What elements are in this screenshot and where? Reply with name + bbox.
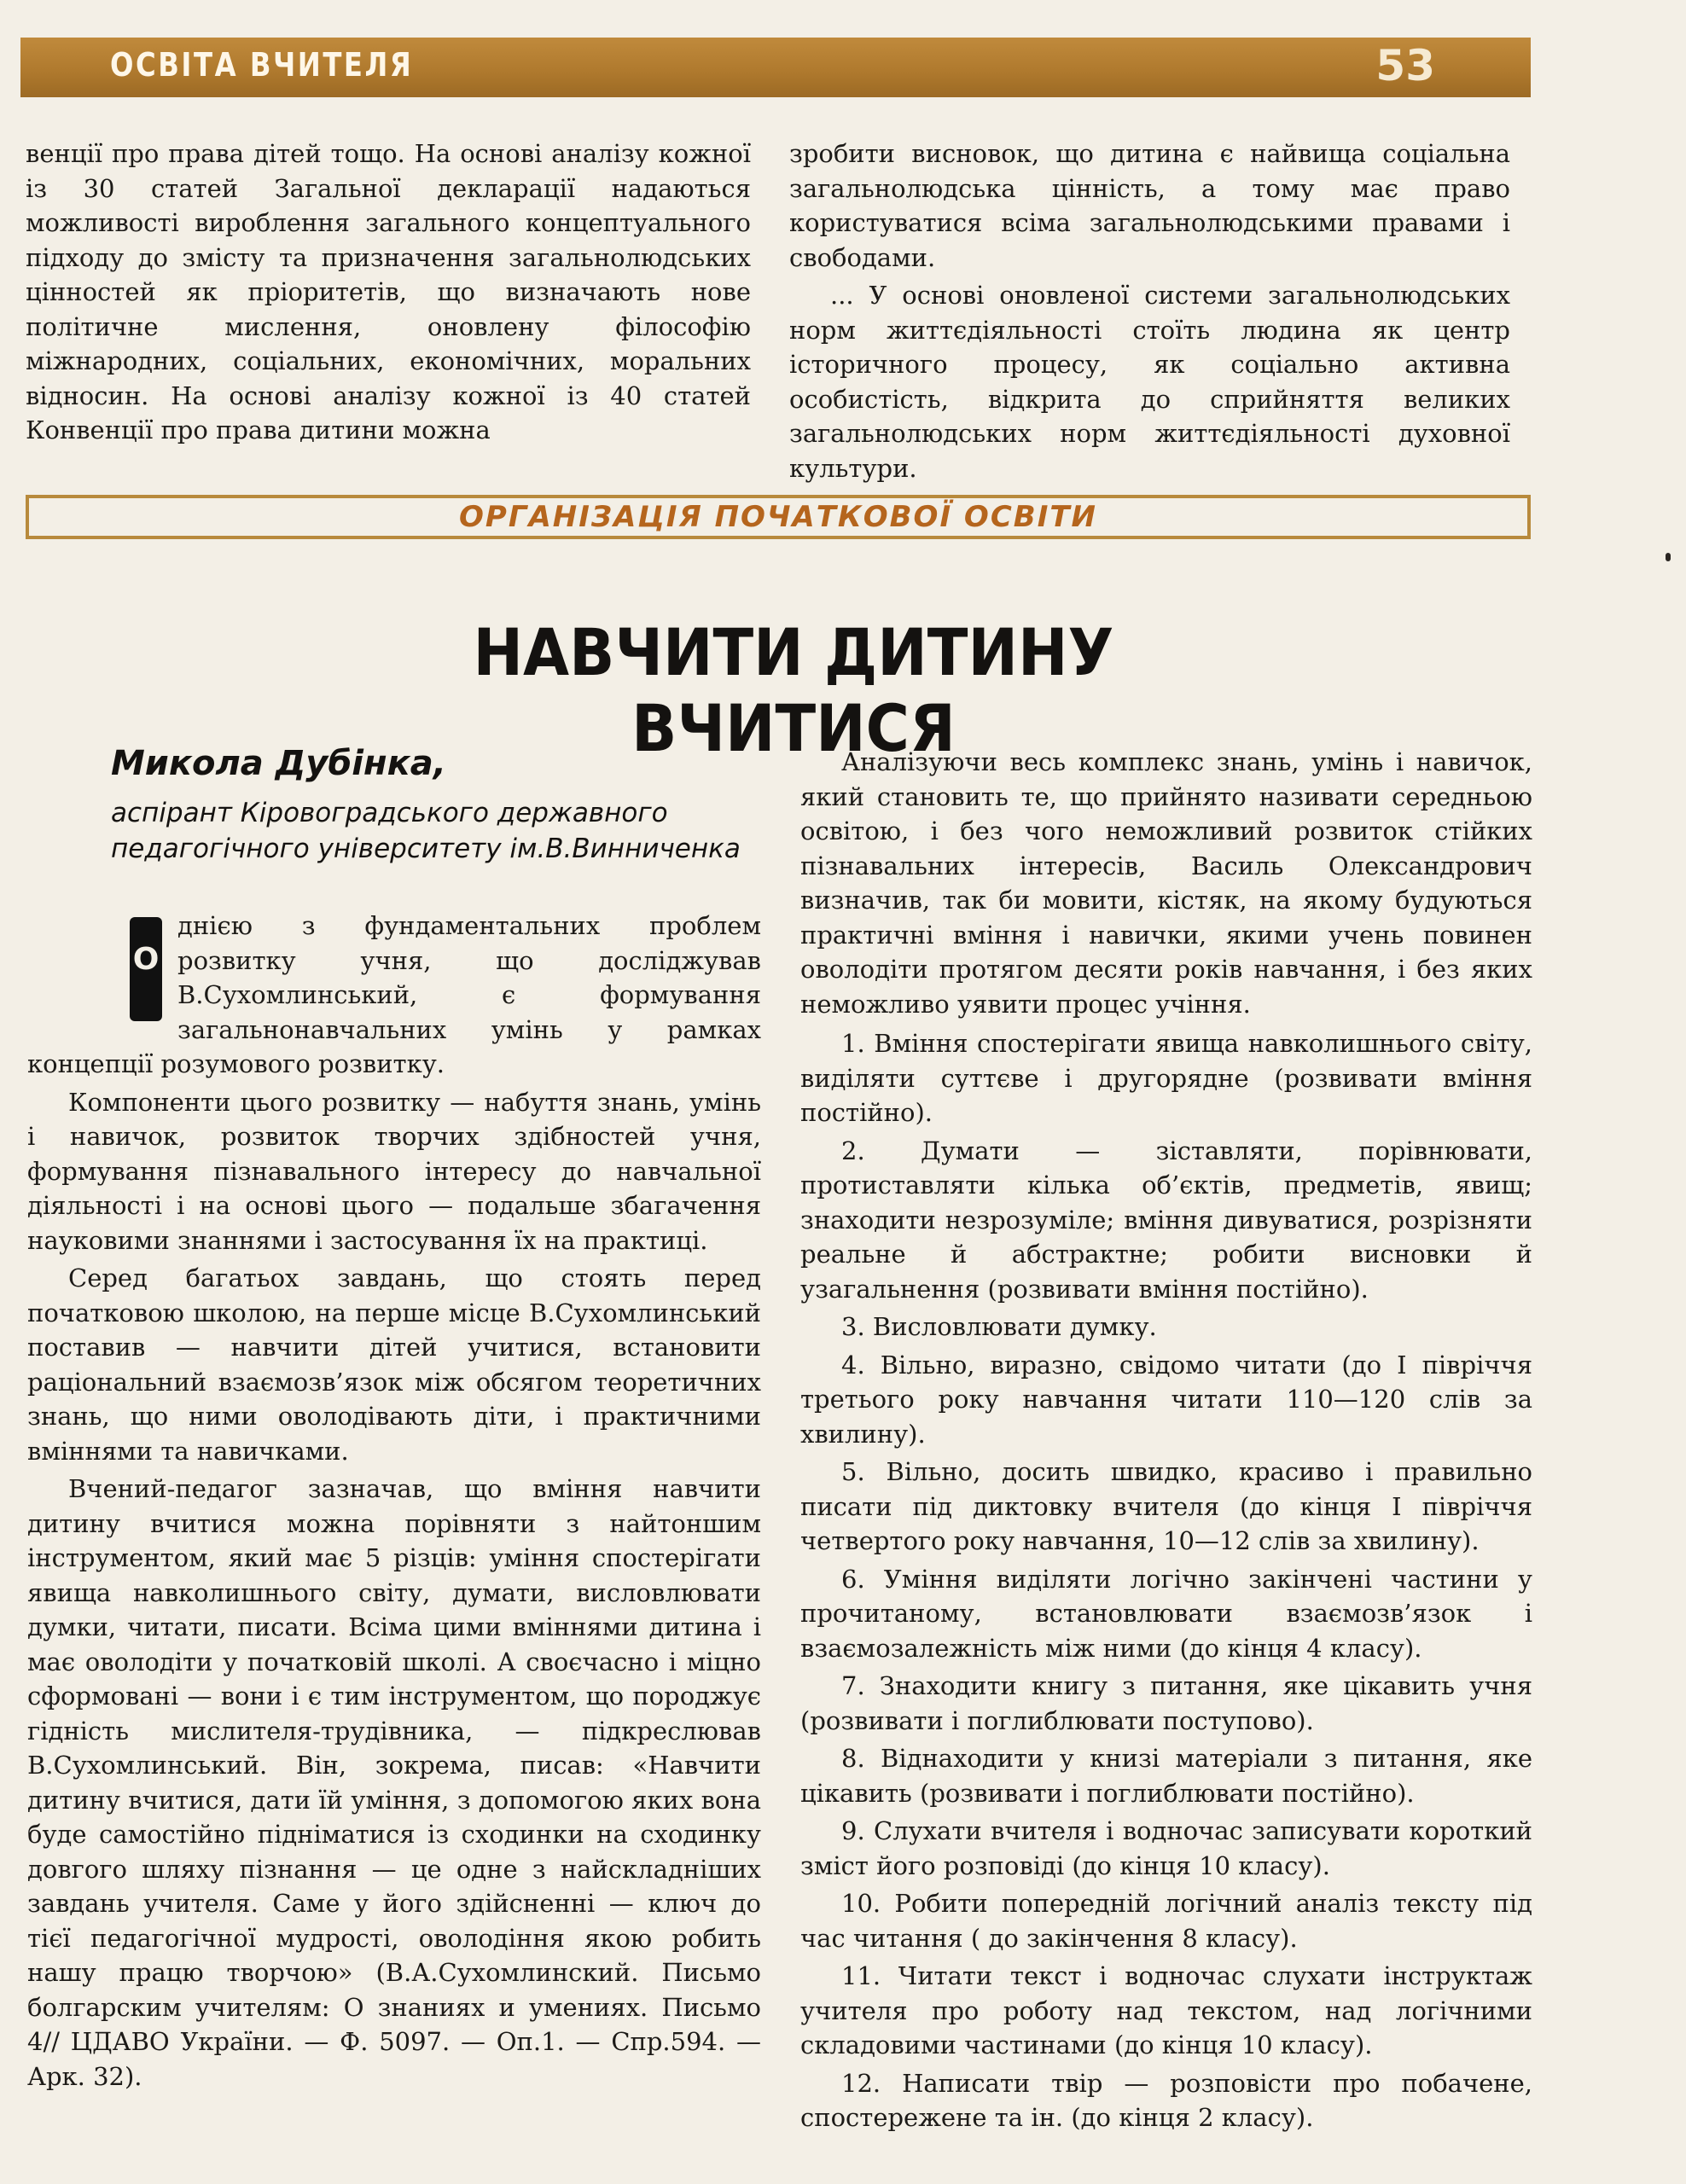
skills-list-item: 3. Висловлювати думку. [841, 1312, 1157, 1341]
skills-list-item: 11. Читати текст і водночас слухати інструктаж учителя про роботу над текстом, над логічними складовими частинами (до кінця 10 класу). [800, 1961, 1532, 2059]
skills-list-item: 2. Думати — зіставляти, порівнювати, протиставляти кілька об’єктів, предметів, явищ; знаходити незрозуміле; вміння дивуватися, розрізняти реальне й абстрактне; робити висновки й узагальнення (розвивати вміння постійно). [800, 1136, 1532, 1304]
skills-list-item: 8. Віднаходити у книзі матеріали з питання, яке цікавить (розвивати і поглиблювати постійно). [800, 1744, 1532, 1808]
article-left-column [27, 909, 761, 2094]
article-right-column [800, 745, 1532, 2135]
skills-list-item: 12. Написати твір — розповісти про побачене, спостережене та ін. (до кінця 2 класу). [800, 2068, 1532, 2132]
drop-cap-letter: О [132, 942, 160, 977]
previous-article-right-column [789, 136, 1510, 485]
skills-list-item: 7. Знаходити книгу з питання, яке цікавить учня (розвивати і поглиблювати поступово). [800, 1671, 1532, 1735]
author-affiliation: аспірант Кіровоградського державного педагогічного університету ім.В.Винниченка [111, 798, 741, 864]
previous-article-left-column [26, 136, 751, 448]
author-name: Микола Дубінка, [111, 744, 446, 783]
article-paragraph: Аналізуючи весь комплекс знань, умінь і навичок, який становить те, що прийнято називати середньою освітою, і без чого неможливий розвиток стійких пізнавальних інтересів, Василь Олександрович визначив, так би мовити, кістяк, на якому будуються практичні вміння і навички, якими учень повинен оволодіти протягом десяти років навчання, і без яких неможливо уявити процес учіння. [800, 747, 1532, 1019]
page-edge-mark [1666, 553, 1671, 561]
skills-list-item: 10. Робити попередній логічний аналіз тексту під час читання ( до закінчення 8 класу). [800, 1889, 1532, 1953]
article-paragraph: Вчений-педагог зазначав, що вміння навчити дитину вчитися можна порівняти з найтоншим інструментом, який має 5 різців: уміння спостерігати явища навколишнього світу, думати, висловлювати думки, читати, писати. Всіма цими вміннями дитина і має оволодіти у початковій школі. А своєчасно і міцно сформовані — вони і є тим інструментом, що породжує гідність мислителя-трудівника, — підкреслював В.Сухомлинський. Він, зокрема, писав: «Навчити дитину вчитися, дати їй уміння, з допомогою яких вона буде самостійно підніматися із сходинки на сходинку довгого шляху пізнання — це одне з найскладніших завдань учителя. Саме у його здійсненні — ключ до тієї педагогічної мудрості, оволодіння якою робить нашу працю творчою» (В.А.Сухомлинский. Письмо болгарским учителям: О знаниях и умениях. Письмо 4// ЦДАВО України. — Ф. 5097. — Оп.1. — Спр.594. — Арк. 32). [27, 1474, 761, 2091]
skills-list-item: 1. Вміння спостерігати явища навколишнього світу, виділяти суттєве і другорядне (розвивати вміння постійно). [800, 1029, 1532, 1127]
section-header-bar [20, 38, 1531, 97]
section-banner-title: ОРГАНІЗАЦІЯ ПОЧАТКОВОЇ ОСВІТИ [459, 500, 1097, 534]
previous-article-paragraph: зробити висновок, що дитина є найвища соціальна загальнолюдська цінність, а тому має право користуватися всіма загальнолюдськими правами і свободами. [789, 139, 1510, 272]
drop-cap [130, 917, 162, 1021]
skills-list-item: 9. Слухати вчителя і водночас записувати короткий зміст його розповіді (до кінця 10 класу). [800, 1816, 1532, 1880]
skills-list-item: 5. Вільно, досить швидко, красиво і правильно писати під диктовку вчителя (до кінця І півріччя четвертого року навчання, 10—12 слів за хвилину). [800, 1457, 1532, 1555]
article-paragraph: Компоненти цього розвитку — набуття знань, умінь і навичок, розвиток творчих здібностей учня, формування пізнавального інтересу до навчальної діяльності і на основі цього — подальше збагачення науковими знаннями і застосування їх на практиці. [27, 1087, 761, 1255]
previous-article-paragraph: венції про права дітей тощо. На основі аналізу кожної із 30 статей Загальної декларації надаються можливості вироблення загального концептуального підходу до змісту та призначення загальнолюдських цінностей як пріоритетів, що визначають нове політичне мислення, оновлену філософію міжнародних, соціальних, економічних, моральних відносин. На основі аналізу кожної із 40 статей Конвенції про права дитини можна [26, 139, 751, 444]
article-paragraph: днією з фундаментальних проблем розвитку учня, що досліджував В.Сухомлинський, є формування загальнонавчальних умінь у рамках концепції розумового розвитку. [27, 911, 761, 1078]
skills-list-item: 4. Вільно, виразно, свідомо читати (до І півріччя третього року навчання читати 110—120 слів за хвилину). [800, 1350, 1532, 1449]
skills-list [800, 1026, 1532, 2135]
article-paragraph: Серед багатьох завдань, що стоять перед початковою школою, на перше місце В.Сухомлинський поставив — навчити дітей учитися, встановити раціональний взаємозв’язок між обсягом теоретичних знань, що ними оволодівають діти, і практичними вміннями та навичками. [27, 1263, 761, 1466]
page-number: 53 [1375, 41, 1435, 90]
journal-section-title: ОСВІТА ВЧИТЕЛЯ [110, 46, 414, 84]
previous-article-paragraph: ... У основі оновленої системи загальнолюдських норм життєдіяльності стоїть людина як центр історичного процесу, як соціально активна особистість, відкрита до сприйняття великих загальнолюдських норм життєдіяльності духовної культури. [789, 281, 1510, 483]
article-title: НАВЧИТИ ДИТИНУ ВЧИТИСЯ [473, 614, 1114, 766]
skills-list-item: 6. Уміння виділяти логічно закінчені частини у прочитаному, встановлювати взаємозв’язок і взаємозалежність між ними (до кінця 4 класу). [800, 1564, 1532, 1663]
section-banner [26, 495, 1531, 539]
